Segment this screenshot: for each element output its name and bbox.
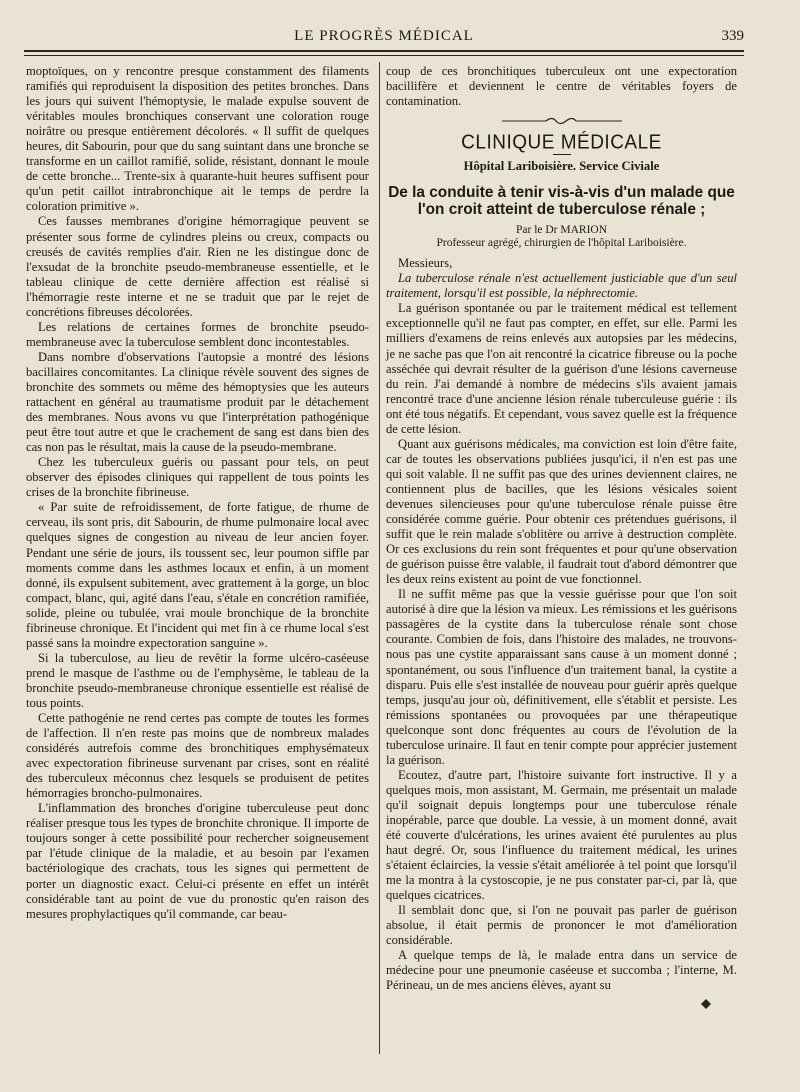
paragraph: moptoïques, on y rencontre presque constamment des filaments ramifiés qui reproduisent la disposition des petites bronches. Dans les jours qui suivent l'hémoptysie, le malade expulse souvent de véritables moules bronchiques conservant une coloration rouge noirâtre ou presque entièrement décolorés. « Il suffit de quelques heures, dit Sabourin, pour que du sang suintant dans une bronche se transforme en un caillot ramifié, solide, résistant, donnant le moule de cette bronche... Trente-six à quarante-huit heures suffisent pour qu'un petit caillot intrabronchique ait le temps de perdre la coloration primitive ». xyxy=(26,64,369,214)
paragraph: Si la tuberculose, au lieu de revêtir la forme ulcéro-caséeuse prend le masque de l'asthme ou de l'emphysème, le tableau de la bronchite pseudo-membraneuse chronique essentielle est réalisé de tous points. xyxy=(26,650,369,710)
article-title: De la conduite à tenir vis-à-vis d'un malade que l'on croit atteint de tuberculose rénale ; xyxy=(388,184,735,219)
short-rule xyxy=(553,154,571,155)
paragraph: Cette pathogénie ne rend certes pas compte de toutes les formes de l'affection. Il n'en reste pas moins que de nombreux malades considérés autrefois comme des bronchitiques emphysémateux avec expectoration fibrineuse survenant par crises, sont en réalité des tuberculeux méconnus chez lesquels se produisent de petites hémorragies broncho-pulmonaires. xyxy=(26,711,369,801)
paragraph: La guérison spontanée ou par le traitement médical est tellement exceptionnelle qu'il ne faut pas compter, en effet, sur elle. Parmi les milliers d'examens de reins enlevés aux autopsies par les médecins, je ne sache pas que l'on ait rencontré la cicatrice fibreuse ou la poche asséchée qui devrait résulter de la guérison d'une lésions caverneuse du rein. J'ai demandé à nombre de médecins s'ils avaient jamais rencontré trace d'une ancienne lésion rénale tuberculeuse guérie : ils ont été tous négatifs. Et cependant, vous savez quelle est la fréquence de cette lésion. xyxy=(386,301,737,436)
hospital-subtitle: Hôpital Lariboisière. Service Civiale xyxy=(463,159,660,174)
section-title: CLINIQUE MÉDICALE xyxy=(461,131,662,154)
paragraph: Les relations de certaines formes de bronchite pseudo-membraneuse avec la tuberculose semblent donc incontestables. xyxy=(26,319,369,349)
paragraph: Ces fausses membranes d'origine hémorragique peuvent se présenter sous forme de cylindres pleins ou creux, compacts ou creusés de cavités remplies d'air. Rien ne les distingue donc de l'exsudat de la bronchite pseudo-membraneuse essentielle, et le tableau clinique de cette dernière affection est réalisé si l'hémorragie reste interne et ne se traduit que par le rejet de concrétions fibreuses décolorées. xyxy=(26,214,369,319)
column-divider xyxy=(379,62,380,1054)
epigraph: La tuberculose rénale n'est actuellement justiciable que d'un seul traitement, lorsqu'il est possible, la néphrectomie. xyxy=(386,271,737,301)
journal-title: LE PROGRÈS MÉDICAL xyxy=(294,28,474,44)
paragraph: Ecoutez, d'autre part, l'histoire suivante fort instructive. Il y a quelques mois, mon assistant, M. Germain, me présentait un malade qu'il soignait depuis longtemps pour une tuberculose rénale inopérable, parce que double. La vessie, à un moment donné, avait été couverte d'ulcérations, les urines avaient été purulentes au plus haut degré. Or, sous l'influence du traitement médical, les urines s'étaient éclaircies, la vessie s'était améliorée à tel point que lorsqu'il me la montra à la cystoscopie, je ne pus constater par-ci, par là, que quelques cicatrices. xyxy=(386,767,737,903)
paragraph: Il semblait donc que, si l'on ne pouvait pas parler de guérison absolue, il était permis de prononcer le mot d'amélioration considérable. xyxy=(386,903,737,948)
paragraph: « Par suite de refroidissement, de forte fatigue, de rhume de cerveau, ils sont pris, dit Sabourin, de rhume pulmonaire local avec quelques signes de congestion au niveau de leur ancien foyer. Pendant une série de jours, ils toussent sec, leur poumon siffle par moments comme dans les asthmes locaux et enfin, à un moment donné, ils expulsent subitement, avec grattement à la gorge, un bloc compact, blanc, qui, agité dans l'eau, s'étale en concrétion ramifiée, solide, pleine ou tubulée, vrai moule bronchique de la bronchite fibrineuse chronique. Et l'incident qui met fin à ce rhume local s'est passé sans la moindre expectoration sanguine ». xyxy=(26,500,369,650)
paragraph: Dans nombre d'observations l'autopsie a montré des lésions bacillaires concomitantes. La clinique révèle souvent des signes de bronchite des sommets ou même des hémoptysies que les auteurs rattachent en général au traumatisme produit par le détachement des membranes. Nous avons vu que l'interprétation pathogénique peut être tout autre et que le crachement de sang est dans bien des cas non pas le résultat, mais la cause de la pseudo-membrane. xyxy=(26,349,369,455)
paragraph: Il ne suffit même pas que la vessie guérisse pour que l'on soit autorisé à dire que la lésion va mieux. Les rémissions et les guérisons passagères de la cystite dans la tuberculose rénale sont chose courante. Combien de fois, dans l'histoire des malades, ne trouvons-nous pas une cystite apparaissant sans cause à un moment donné ; spontanément, ou sous l'influence d'un traitement banal, la cystite a disparu. Puis elle s'est installée de nouveau pour guérir après quelque temps, jusqu'au jour où, définitivement, elle s'établit et persiste. Les rémissions spontanées ou provoquées par une thérapeutique quelconque sont donc fréquentes au cours de l'évolution de la tuberculose urinaire. Il faut en tenir compte pour apprécier justement la guérison. xyxy=(386,587,737,767)
author-line: Par le Dr MARION xyxy=(515,224,608,237)
right-column xyxy=(386,64,737,1013)
paragraph: Quant aux guérisons médicales, ma conviction est loin d'être faite, car de toutes les observations publiées jusqu'ici, il n'en est pas une qui soit valable. Il ne suffit pas que des urines deviennent claires, ne contiennent plus de bacilles, que les lésions vésicales soient devenues silencieuses pour qu'une tuberculose rénale puisse être considérée comme guérie. Pour obtenir ces prétendues guérisons, il suffit que le rein malade s'oblitère ou arrive à destruction complète. Or ces exclusions du rein sont fréquentes et pour qu'une observation de guérison puisse être valable, il faudrait tout d'abord démontrer que les deux reins existent au point de vue fonctionnel. xyxy=(386,436,737,587)
diamond-ornament-icon xyxy=(386,998,737,1013)
ornament-divider xyxy=(386,115,737,127)
page-header xyxy=(24,26,744,48)
left-column xyxy=(26,64,369,922)
page-number: 339 xyxy=(721,28,744,44)
header-rule xyxy=(24,50,744,56)
salutation: Messieurs, xyxy=(398,256,453,271)
paragraph: L'inflammation des bronches d'origine tuberculeuse peut donc réaliser presque tous les types de bronchite chronique. Il importe de toujours songer à cette possibilité pour rechercher soigneusement par l'étude clinique de la maladie, et au besoin par l'examen bactériologique des crachats, tous les signes qui permettent de porter un diagnostic exact. Celui-ci présente en effet un intérêt considérable tant au point de vue du pronostic qu'en raison des mesures prophylactiques qu'il commande, car beau- xyxy=(26,801,369,921)
author-affiliation: Professeur agrégé, chirurgien de l'hôpital Lariboisière. xyxy=(436,237,687,250)
paragraph: A quelque temps de là, le malade entra dans un service de médecine pour une pneumonie caséeuse et succomba ; l'interne, M. Périneau, un de mes anciens élèves, ayant su xyxy=(386,948,737,993)
paragraph: Chez les tuberculeux guéris ou passant pour tels, on peut observer des épisodes cliniques qui rappellent de tous points les crises de la bronchite fibrineuse. xyxy=(26,455,369,500)
continuation-paragraph: coup de ces bronchitiques tuberculeux ont une expectoration bacillifère et deviennent le centre de véritables foyers de contamination. xyxy=(386,64,737,109)
